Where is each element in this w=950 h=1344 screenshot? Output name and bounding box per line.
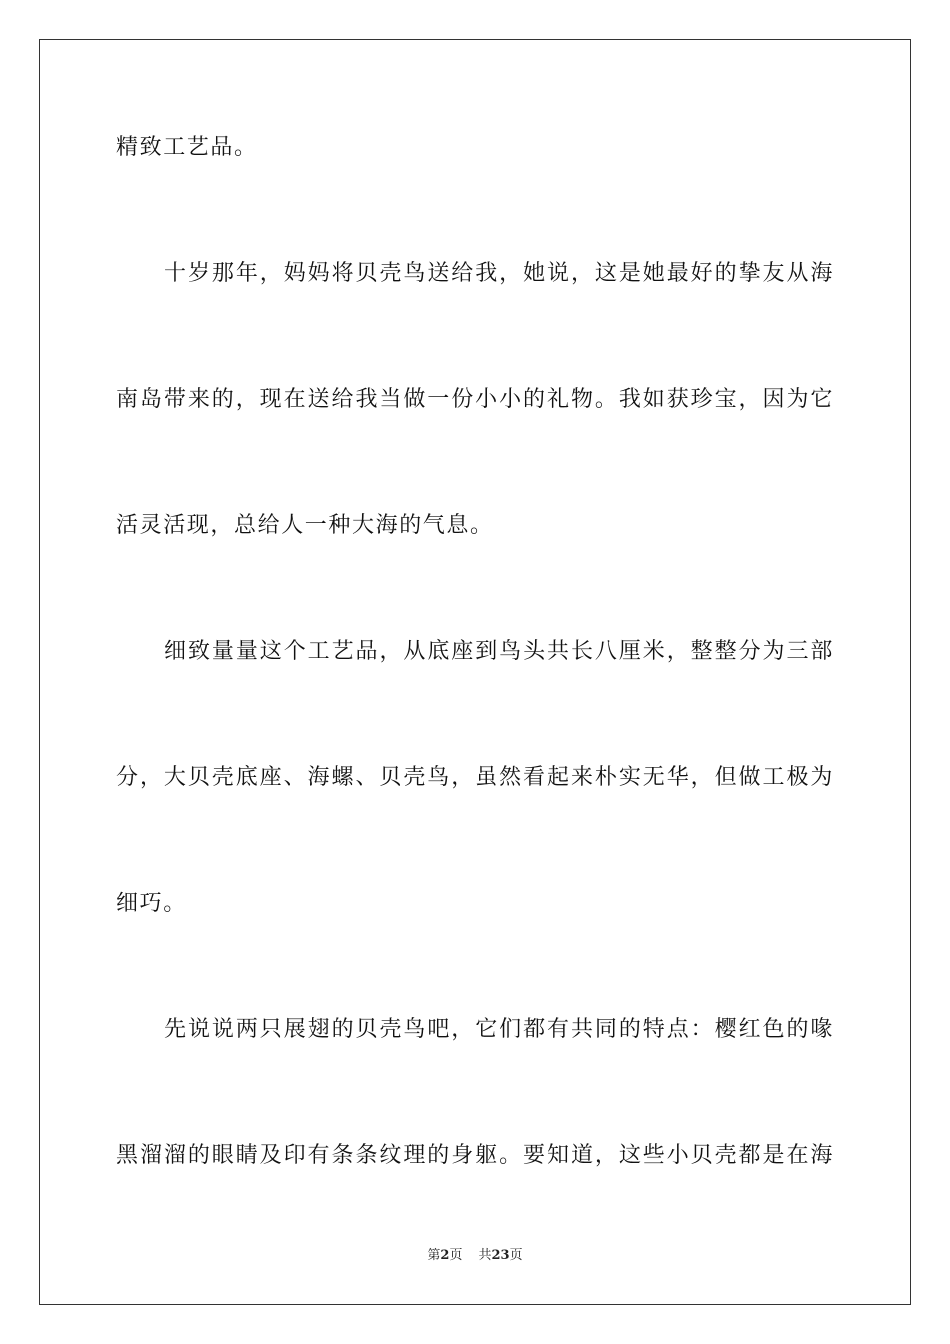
total-suffix: 页 <box>509 1248 523 1263</box>
total-prefix: 共 <box>478 1248 492 1263</box>
text-line: 分，大贝壳底座、海螺、贝壳鸟，虽然看起来朴实无华，但做工极为 <box>116 765 834 790</box>
page-footer <box>0 1247 950 1265</box>
page-number: 2 <box>440 1248 450 1263</box>
total-pages: 23 <box>491 1248 510 1263</box>
page-border <box>39 39 911 1305</box>
text-line: 黑溜溜的眼睛及印有条条纹理的身躯。要知道，这些小贝壳都是在海 <box>116 1143 834 1168</box>
text-line: 南岛带来的，现在送给我当做一份小小的礼物。我如获珍宝，因为它 <box>116 387 834 412</box>
paragraph-first-line: 先说说两只展翅的贝壳鸟吧，它们都有共同的特点：樱红色的喙 <box>164 1017 834 1042</box>
paragraph-first-line: 细致量量这个工艺品，从底座到鸟头共长八厘米，整整分为三部 <box>164 639 834 664</box>
text-line: 细巧。 <box>116 891 187 916</box>
page-prefix: 第 <box>427 1248 441 1263</box>
paragraph-first-line: 十岁那年，妈妈将贝壳鸟送给我，她说，这是她最好的挚友从海 <box>164 261 834 286</box>
text-line: 精致工艺品。 <box>116 135 258 160</box>
page-suffix: 页 <box>449 1248 463 1263</box>
text-line: 活灵活现，总给人一种大海的气息。 <box>116 513 494 538</box>
